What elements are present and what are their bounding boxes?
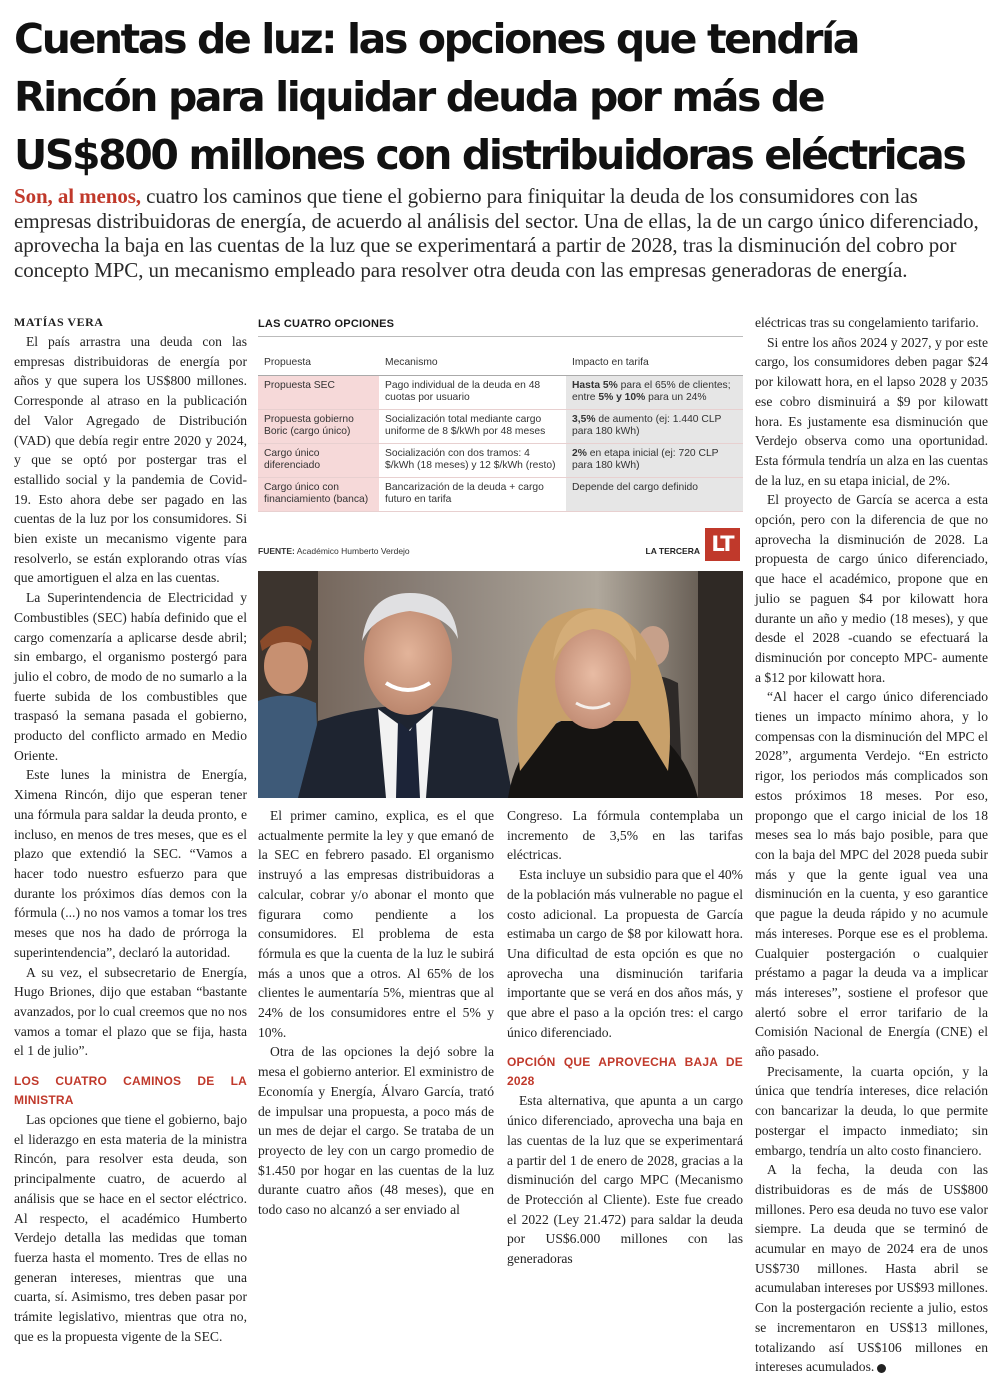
photo-illustration: [258, 571, 743, 798]
table-row: [258, 375, 743, 409]
table-header-row: [258, 351, 743, 375]
news-photo: [258, 571, 743, 798]
publication-name: LA TERCERA: [645, 546, 700, 556]
paragraph: “Al hacer el cargo único diferenciado tienes un impacto mínimo ahora, y lo compensas con la disminución del MPC el 2028”, argumenta Verdejo. “En estricto rigor, los periodos más complicados son estos próximos 18 meses. Por eso, propongo que el cargo inicial de los 18 meses sea lo más bajo posible, para que con la baja del MPC del 2028 pueda subir más y que la gente igual vea una disminución en la cuenta, y eso garantice que pague la deuda rápido y no acumule más intereses. Porque ese es el problema. Cualquier postergación o cualquier préstamo a pagar la deuda va a implicar más intereses”, sostiene el profesor que alertó sobre el error tarifario de la Comisión Nacional de Energía (CNE) el año pasado.: [755, 689, 988, 1060]
table-cell-propuesta: Propuesta gobierno Boric (cargo único): [258, 409, 379, 443]
table-cell-mecanismo: Pago individual de la deuda en 48 cuotas por usuario: [379, 375, 566, 409]
table-cell-mecanismo: Socialización total mediante cargo uniforme de 8 $/kWh por 48 meses: [379, 409, 566, 443]
paragraph: Las opciones que tiene el gobierno, bajo el liderazgo en esta materia de la ministra Rincón, para resolver esta deuda, son principalmente cuatro, de acuerdo al análisis que se hace en el sector eléctrico. Al respecto, el académico Humberto Verdejo detalla las medidas que toman fuerza hasta el momento. Tres de ellas no generan intereses, mientras que una cuarta, sí. Asimismo, tres deben pasar por trámite legislativo, mientras que otra no, que es la propuesta vigente de la SEC.: [14, 1112, 247, 1344]
paragraph: Esta alternativa, que apunta a un cargo único diferenciado, aprovecha una baja en las cuentas de la luz que se experimentará a partir del 1 de enero de 2028, gracias a la disminución del cargo MPC (Mecanismo de Protección al Cliente). Este fue creado el 2022 (Ley 21.472) para saldar la deuda por US$6.000 millones con las generadoras: [507, 1093, 743, 1267]
section-subhead: OPCIÓN QUE APROVECHA BAJA DE 2028: [507, 1055, 743, 1089]
table-header: Propuesta: [258, 351, 379, 375]
paragraph: Si entre los años 2024 y 2027, y por este cargo, los consumidores deben pagar $24 por kilowatt hora, en el lapso 2028 y 2035 ese cobro disminuirá a $9 por kilowatt hora. Es justamente esa disminución que Verdejo observa como una oportunidad. Esta fórmula tendría un alza en las cuentas de la luz, en su etapa inicial, de 2%.: [755, 334, 988, 488]
lead-text: cuatro los caminos que tiene el gobierno para finiquitar la deuda de los consumidores con las empresas distribuidoras de energía, de acuerdo al análisis del sector. Una de ellas, la de un cargo único diferenciado, aprovecha la baja en las cuentas de la luz que se experimentará a partir de 2028, tras la disminución del cobro por concepto MPC, un mecanismo empleado para resolver otra deuda con las empresas generadoras de energía.: [14, 184, 979, 282]
end-of-article-icon: [877, 1364, 886, 1373]
article-column-1: [14, 313, 247, 1344]
la-tercera-logo: LT: [705, 528, 740, 561]
paragraph: Otra de las opciones la dejó sobre la mesa el gobierno anterior. El exministro de Economía y Energía, Álvaro García, trató de impulsar una propuesta, a poco más de un mes de dejar el cargo. Se trataba de un proyecto de ley con un cargo promedio de $1.450 por hogar en las cuentas de la luz durante cuatro años (48 meses), que en todo caso no alcanzó a ser enviado al: [258, 1044, 494, 1218]
options-table: [258, 351, 743, 512]
table-header: Impacto en tarifa: [566, 351, 743, 375]
paragraph: Este lunes la ministra de Energía, Ximena Rincón, dijo que esperan tener una fórmula para saldar la deuda pronto, e incluso, en menos de tres meses, que es el plazo que extendió la SEC. “Vamos a hacer todo nuestro esfuerzo para que durante los próximos días demos con la fórmula (...) no nos vamos a tomar los tres meses que nos ha dado de prórroga la superintendencia”, declaró la autoridad.: [14, 767, 247, 960]
article-column-3: [507, 806, 743, 1267]
paragraph: Precisamente, la cuarta opción, y la única que tendría intereses, dice relación con bancarizar la deuda, lo que permite postergar el impacto inmediato; sin embargo, tendría un alto costo financiero.: [755, 1063, 988, 1158]
paragraph: Esta incluye un subsidio para que el 40% de la población más vulnerable no pague el costo adicional. La propuesta de García estimaba un cargo de $8 por kilowatt hora. Una dificultad de esta opción es que no aprovecha una disminución tarifaria importante que se verá en dos años más, y que abre el paso a la opción tres: el cargo único diferenciado.: [507, 867, 743, 1040]
table-cell-mecanismo: Bancarización de la deuda + cargo futuro en tarifa: [379, 477, 566, 511]
paragraph: eléctricas tras su congelamiento tarifario.: [755, 315, 979, 330]
paragraph: El país arrastra una deuda con las empresas distribuidoras de energía por años y que supera los US$800 millones. Corresponde al atraso en la publicación del Valor Agregado de Distribución (VAD) que debía regir entre 2020 y 2024, y que se optó por postergar tras el estallido social y la pandemia de Covid-19. Esto ahora debe ser pagado en las cuentas de la luz por los consumidores. Si bien existe un mecanismo vigente para resolverlo, se están explorando otras vías que amortiguen el alza en las cuentas.: [14, 334, 247, 586]
section-subhead: LOS CUATRO CAMINOS DE LA MINISTRA: [14, 1074, 247, 1108]
article-column-4: [755, 313, 988, 1375]
table-cell-impacto: Depende del cargo definido: [566, 477, 743, 511]
paragraph: A la fecha, la deuda con las distribuidoras es de más de US$800 millones. Pero esa deuda no tuvo ese valor siempre. La deuda que se terminó de acumular en mayo de 2024 era de unos US$730 millones. Hasta abril se acumulaban intereses por US$93 millones. Con la postergación reciente a julio, estos se incrementaron en US$13 millones, totalizando así US$106 millones en intereses acumulados.: [755, 1162, 988, 1375]
table-cell-impacto: Hasta 5% para el 65% de clientes; entre 5% y 10% para un 24%: [566, 375, 743, 409]
byline: MATÍAS VERA: [14, 315, 104, 329]
table-cell-mecanismo: Socialización con dos tramos: 4 $/kWh (18 meses) y 12 $/kWh (resto): [379, 443, 566, 477]
table-cell-impacto: 3,5% de aumento (ej: 1.440 CLP para 180 kWh): [566, 409, 743, 443]
table-row: [258, 443, 743, 477]
paragraph: El proyecto de García se acerca a esta opción, pero con la diferencia de que no aprovecha la disminución de 2028. La propuesta de cargo único diferenciado, que hace el académico, propone que en julio se paguen $4 por kilowatt hora durante un año y medio (18 meses), y que desde el 2028 -cuando se efectuará la disminución por concepto MPC- aumente a $12 por kilowatt hora.: [755, 492, 988, 685]
headline: Cuentas de luz: las opciones que tendría Rincón para liquidar deuda por más de US$800 millones con distribuidoras eléctricas: [14, 15, 965, 179]
table-cell-propuesta: Propuesta SEC: [258, 375, 379, 409]
lead-paragraph: [14, 184, 989, 282]
article-column-2: [258, 806, 494, 1218]
paragraph: A su vez, el subsecretario de Energía, Hugo Briones, dijo que estaban “bastante avanzados, por lo cual creemos que no nos vamos a tomar el plazo que se fija, hasta el 1 de julio”.: [14, 964, 247, 1059]
table-header: Mecanismo: [379, 351, 566, 375]
table-row: [258, 477, 743, 511]
table-row: [258, 409, 743, 443]
lead-kicker: Son, al menos,: [14, 184, 141, 208]
paragraph: Congreso. La fórmula contemplaba un incremento de 3,5% en las tarifas eléctricas.: [507, 808, 743, 863]
paragraph: La Superintendencia de Electricidad y Combustibles (SEC) había definido que el cargo comenzaría a aplicarse desde abril; sin embargo, el organismo postergó para julio el cobro, de modo de no sumarlo a la fuerte subida de los combustibles que traspasó la semana pasada el gobierno, producto del conflicto armado en Medio Oriente.: [14, 590, 247, 763]
table-cell-impacto: 2% en etapa inicial (ej: 720 CLP para 180 kWh): [566, 443, 743, 477]
table-cell-propuesta: Cargo único diferenciado: [258, 443, 379, 477]
paragraph: El primer camino, explica, es el que actualmente permite la ley y que emanó de la SEC en febrero pasado. El organismo instruyó a las empresas distribuidoras a calcular, cobrar y/o abonar el monto que figurara como pendiente a los consumidores. El problema de esta fórmula es que la cuenta de la luz le subirá más a unos que a otros. Al 65% de los clientes le aumentaría 5%, mientras que al 24% de los consumidores entre el 5% y 10%.: [258, 808, 494, 1040]
table-cell-propuesta: Cargo único con financiamiento (banca): [258, 477, 379, 511]
infobox-source: FUENTE: Académico Humberto Verdejo: [258, 546, 410, 556]
options-infobox: [258, 318, 743, 570]
infobox-title: LAS CUATRO OPCIONES: [258, 318, 743, 337]
